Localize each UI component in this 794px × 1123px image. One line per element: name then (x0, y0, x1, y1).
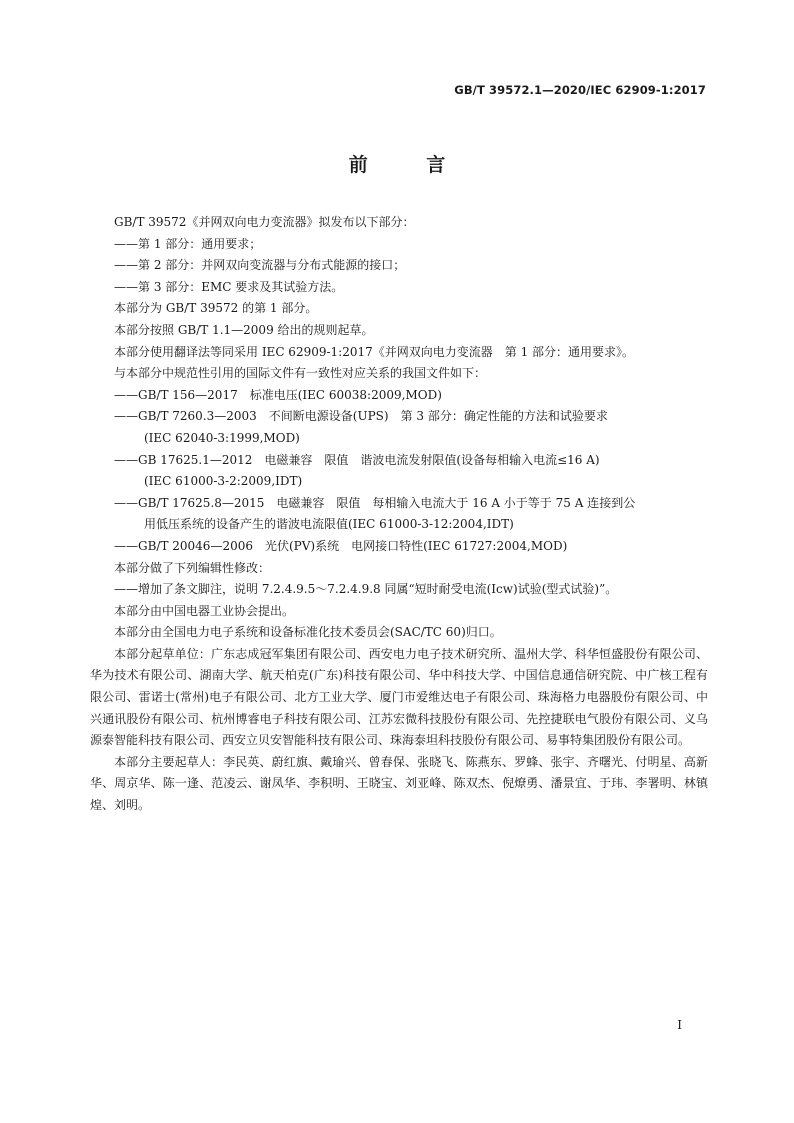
text-line: 本部分做了下列编辑性修改： (114, 560, 271, 575)
list-item: ——增加了条文脚注，说明 7.2.4.9.5～7.2.4.9.8 同属“短时耐受电流(Icw)试验(型式试验)”。 (114, 582, 618, 597)
page-number: I (677, 1018, 682, 1032)
list-item: ——第 1 部分：通用要求； (114, 236, 262, 251)
standard-code: GB/T 39572.1—2020/IEC 62909-1:2017 (454, 83, 706, 97)
list-item-continuation: 用低压系统的设备产生的谐波电流限值(IEC 61000-3-12:2004,IDT) (144, 517, 514, 532)
list-item-continuation: (IEC 62040-3:1999,MOD) (144, 430, 300, 445)
text-line: 本部分由全国电力电子系统和设备标准化技术委员会(SAC/TC 60)归口。 (114, 625, 502, 640)
page-title: 前 言 (348, 154, 472, 176)
list-item: ——第 2 部分：并网双向变流器与分布式能源的接口； (114, 258, 406, 273)
list-item: ——第 3 部分：EMC 要求及其试验方法。 (114, 279, 344, 294)
list-item: ——GB 17625.1—2012 电磁兼容 限值 谐波电流发射限值(设备每相输入电流≤16 A) (114, 452, 600, 467)
drafters-paragraph: 本部分主要起草人：李民英、蔚红旗、戴瑜兴、曾春保、张晓飞、陈燕东、罗蜂、张宇、齐曙光、付明星、高新华、周京华、陈一逢、范凌云、谢凤华、李积明、王晓宝、刘亚峰、陈双杰、倪燎勇、潘景宜、于玮、李署明、林镇煌、刘明。 (90, 754, 708, 813)
text-line: 本部分按照 GB/T 1.1—2009 给出的规则起草。 (114, 322, 374, 337)
list-item: ——GB/T 156—2017 标准电压(IEC 60038:2009,MOD) (114, 387, 442, 402)
text-line: 本部分为 GB/T 39572 的第 1 部分。 (114, 301, 318, 316)
list-item-continuation: (IEC 61000-3-2:2009,IDT) (144, 474, 303, 489)
text-line: 与本部分中规范性引用的国际文件有一致性对应关系的我国文件如下： (114, 366, 487, 381)
list-item: ——GB/T 7260.3—2003 不间断电源设备(UPS) 第 3 部分：确定性能的方法和试验要求 (114, 409, 608, 424)
list-item: ——GB/T 20046—2006 光伏(PV)系统 电网接口特性(IEC 61727:2004,MOD) (114, 538, 568, 553)
text-line: 本部分使用翻译法等同采用 IEC 62909-1:2017《并网双向电力变流器 第 1 部分：通用要求》。 (114, 344, 635, 359)
text-line: 本部分由中国电器工业协会提出。 (114, 603, 295, 618)
drafting-units-paragraph: 本部分起草单位：广东志成冠军集团有限公司、西安电力电子技术研究所、温州大学、科华恒盛股份有限公司、华为技术有限公司、湖南大学、航天柏克(广东)科技有限公司、华中科技大学、中国信息通信研究院、中广核工程有限公司、雷诺士(常州)电子有限公司、北方工业大学、厦门市爱维达电子有限公司、珠海格力电器股份有限公司、中兴通讯股份有限公司、杭州博睿电子科技有限公司、江苏宏微科技股份有限公司、先控捷联电气股份有限公司、义乌源泰智能科技有限公司、西安立贝安智能科技有限公司、珠海泰坦科技股份有限公司、易事特集团股份有限公司。 (90, 646, 708, 748)
list-item: ——GB/T 17625.8—2015 电磁兼容 限值 每相输入电流大于 16 A 小于等于 75 A 连接到公 (114, 495, 636, 510)
text-line: GB/T 39572《并网双向电力变流器》拟发布以下部分： (114, 215, 415, 229)
foreword-body (90, 212, 708, 817)
